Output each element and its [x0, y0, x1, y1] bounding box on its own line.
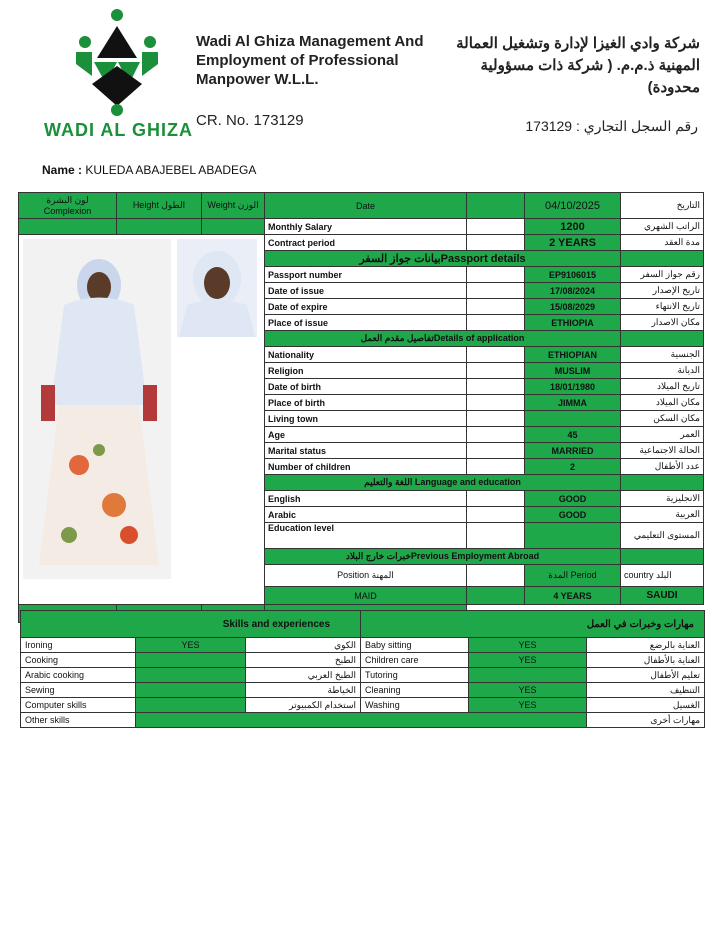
cr-number-en: CR. No. 173129 [196, 112, 304, 129]
language-education-header: اللغة والتعليم Language and education [265, 475, 621, 491]
photo-area [19, 235, 265, 605]
monthly-salary-label: Monthly Salary [265, 219, 467, 235]
marital-status-value: MARRIED [525, 443, 621, 459]
skill-children-care-value: YES [469, 653, 587, 668]
skill-row [21, 713, 705, 728]
skill-arabic-cooking-value [136, 668, 246, 683]
living-town-value [525, 411, 621, 427]
monthly-salary-value: 1200 [525, 219, 621, 235]
skill-children-care-label: Children care [361, 653, 469, 668]
passport-details-header: بيانات جواز السفرPassport details [265, 251, 621, 267]
skill-computer-ar: استخدام الكمبيوتر [246, 698, 361, 713]
place-of-birth-value: JIMMA [525, 395, 621, 411]
other-skills-label: Other skills [21, 713, 136, 728]
skills-header-en: Skills and experiences [21, 611, 361, 638]
employment-position: MAID [265, 587, 467, 605]
skill-tutoring-label: Tutoring [361, 668, 469, 683]
skill-ironing-label: Ironing [21, 638, 136, 653]
monthly-salary-ar: الراتب الشهري [621, 219, 704, 235]
living-town-ar: مكان السكن [621, 411, 704, 427]
place-of-issue-ar: مكان الاصدار [621, 315, 704, 331]
application-details-header: تفاصيل مقدم العملDetails of application [265, 331, 621, 347]
place-of-issue-label: Place of issue [265, 315, 467, 331]
date-of-expire-label: Date of expire [265, 299, 467, 315]
skill-tutoring-ar: تعليم الأطفال [587, 668, 705, 683]
passport-number-label: Passport number [265, 267, 467, 283]
contract-period-value: 2 YEARS [525, 235, 621, 251]
age-label: Age [265, 427, 467, 443]
skill-cleaning-value: YES [469, 683, 587, 698]
age-ar: العمر [621, 427, 704, 443]
education-level-label: Education level [265, 523, 467, 549]
height-label: Height الطول [117, 193, 202, 219]
weight-label: Weight الوزن [202, 193, 265, 219]
skill-row [21, 638, 705, 653]
religion-ar: الديانة [621, 363, 704, 379]
arabic-label: Arabic [265, 507, 467, 523]
nationality-label: Nationality [265, 347, 467, 363]
period-label: المدة Period [525, 565, 621, 587]
nationality-ar: الجنسية [621, 347, 704, 363]
skill-washing-label: Washing [361, 698, 469, 713]
logo-text: WADI AL GHIZA [44, 120, 193, 140]
skill-row [21, 698, 705, 713]
skills-table [20, 610, 705, 728]
skill-baby-sitting-label: Baby sitting [361, 638, 469, 653]
skill-computer-label: Computer skills [21, 698, 136, 713]
place-of-birth-label: Place of birth [265, 395, 467, 411]
skill-cleaning-label: Cleaning [361, 683, 469, 698]
skill-row [21, 683, 705, 698]
other-skills-ar: مهارات أخرى [587, 713, 705, 728]
skills-header-ar: مهارات وخبرات في العمل [361, 611, 705, 638]
date-value: 04/10/2025 [525, 193, 621, 219]
english-value: GOOD [525, 491, 621, 507]
children-value: 2 [525, 459, 621, 475]
date-of-birth-value: 18/01/1980 [525, 379, 621, 395]
skill-computer-value [136, 698, 246, 713]
marital-status-ar: الحالة الاجتماعية [621, 443, 704, 459]
date-of-expire-ar: تاريخ الانتهاء [621, 299, 704, 315]
skill-sewing-label: Sewing [21, 683, 136, 698]
nationality-value: ETHIOPIAN [525, 347, 621, 363]
employment-country: SAUDI [621, 587, 704, 605]
skill-cooking-label: Cooking [21, 653, 136, 668]
arabic-ar: العربية [621, 507, 704, 523]
skill-ironing-value: YES [136, 638, 246, 653]
date-of-issue-value: 17/08/2024 [525, 283, 621, 299]
skill-washing-value: YES [469, 698, 587, 713]
skill-baby-sitting-ar: العناية بالرضع [587, 638, 705, 653]
skill-row [21, 668, 705, 683]
skill-arabic-cooking-label: Arabic cooking [21, 668, 136, 683]
date-of-birth-ar: تاريخ الميلاد [621, 379, 704, 395]
english-ar: الانجليزية [621, 491, 704, 507]
skill-row [21, 653, 705, 668]
skill-cooking-ar: الطبخ [246, 653, 361, 668]
skill-arabic-cooking-ar: الطبخ العربي [246, 668, 361, 683]
religion-label: Religion [265, 363, 467, 379]
date-of-birth-label: Date of birth [265, 379, 467, 395]
position-label: Position المهنة [265, 565, 467, 587]
cr-number-ar: رقم السجل التجاري : 173129 [525, 118, 698, 134]
complexion-label: لون البشرة Complexion [19, 193, 117, 219]
passport-number-value: EP9106015 [525, 267, 621, 283]
children-label: Number of children [265, 459, 467, 475]
date-of-issue-label: Date of issue [265, 283, 467, 299]
skill-tutoring-value [469, 668, 587, 683]
date-of-expire-value: 15/08/2029 [525, 299, 621, 315]
skill-ironing-ar: الكوي [246, 638, 361, 653]
children-ar: عدد الأطفال [621, 459, 704, 475]
company-name-ar: شركة وادي الغيزا لإدارة وتشغيل العمالة المهنية ذ.م.م. ( شركة ذات مسؤولية محدودة) [456, 35, 700, 96]
skill-washing-ar: الغسيل [587, 698, 705, 713]
arabic-value: GOOD [525, 507, 621, 523]
education-level-ar: المستوى التعليمي [621, 523, 704, 549]
country-label: country البلد [621, 565, 704, 587]
skill-baby-sitting-value: YES [469, 638, 587, 653]
date-of-issue-ar: تاريخ الإصدار [621, 283, 704, 299]
education-level-value [525, 523, 621, 549]
passport-number-ar: رقم جواز السفر [621, 267, 704, 283]
candidate-photo [19, 235, 263, 580]
place-of-issue-value: ETHIOPIA [525, 315, 621, 331]
employment-period: 4 YEARS [525, 587, 621, 605]
date-label-ar: التاريخ [621, 193, 704, 219]
candidate-name: Name : KULEDA ABAJEBEL ABADEGA [42, 163, 257, 177]
religion-value: MUSLIM [525, 363, 621, 379]
skill-cooking-value [136, 653, 246, 668]
company-logo [62, 6, 172, 118]
employment-abroad-header: خبرات خارج البلادPrevious Employment Abroad [265, 549, 621, 565]
contract-period-ar: مدة العقد [621, 235, 704, 251]
place-of-birth-ar: مكان الميلاد [621, 395, 704, 411]
date-label: Date [265, 193, 467, 219]
contract-period-label: Contract period [265, 235, 467, 251]
english-label: English [265, 491, 467, 507]
candidate-details-table [18, 192, 704, 623]
age-value: 45 [525, 427, 621, 443]
skill-sewing-value [136, 683, 246, 698]
company-name-en: Wadi Al Ghiza Management And Employment of Professional Manpower W.L.L. [196, 33, 424, 88]
living-town-label: Living town [265, 411, 467, 427]
skill-sewing-ar: الخياطة [246, 683, 361, 698]
marital-status-label: Marital status [265, 443, 467, 459]
skill-children-care-ar: العناية بالأطفال [587, 653, 705, 668]
skill-cleaning-ar: التنظيف [587, 683, 705, 698]
